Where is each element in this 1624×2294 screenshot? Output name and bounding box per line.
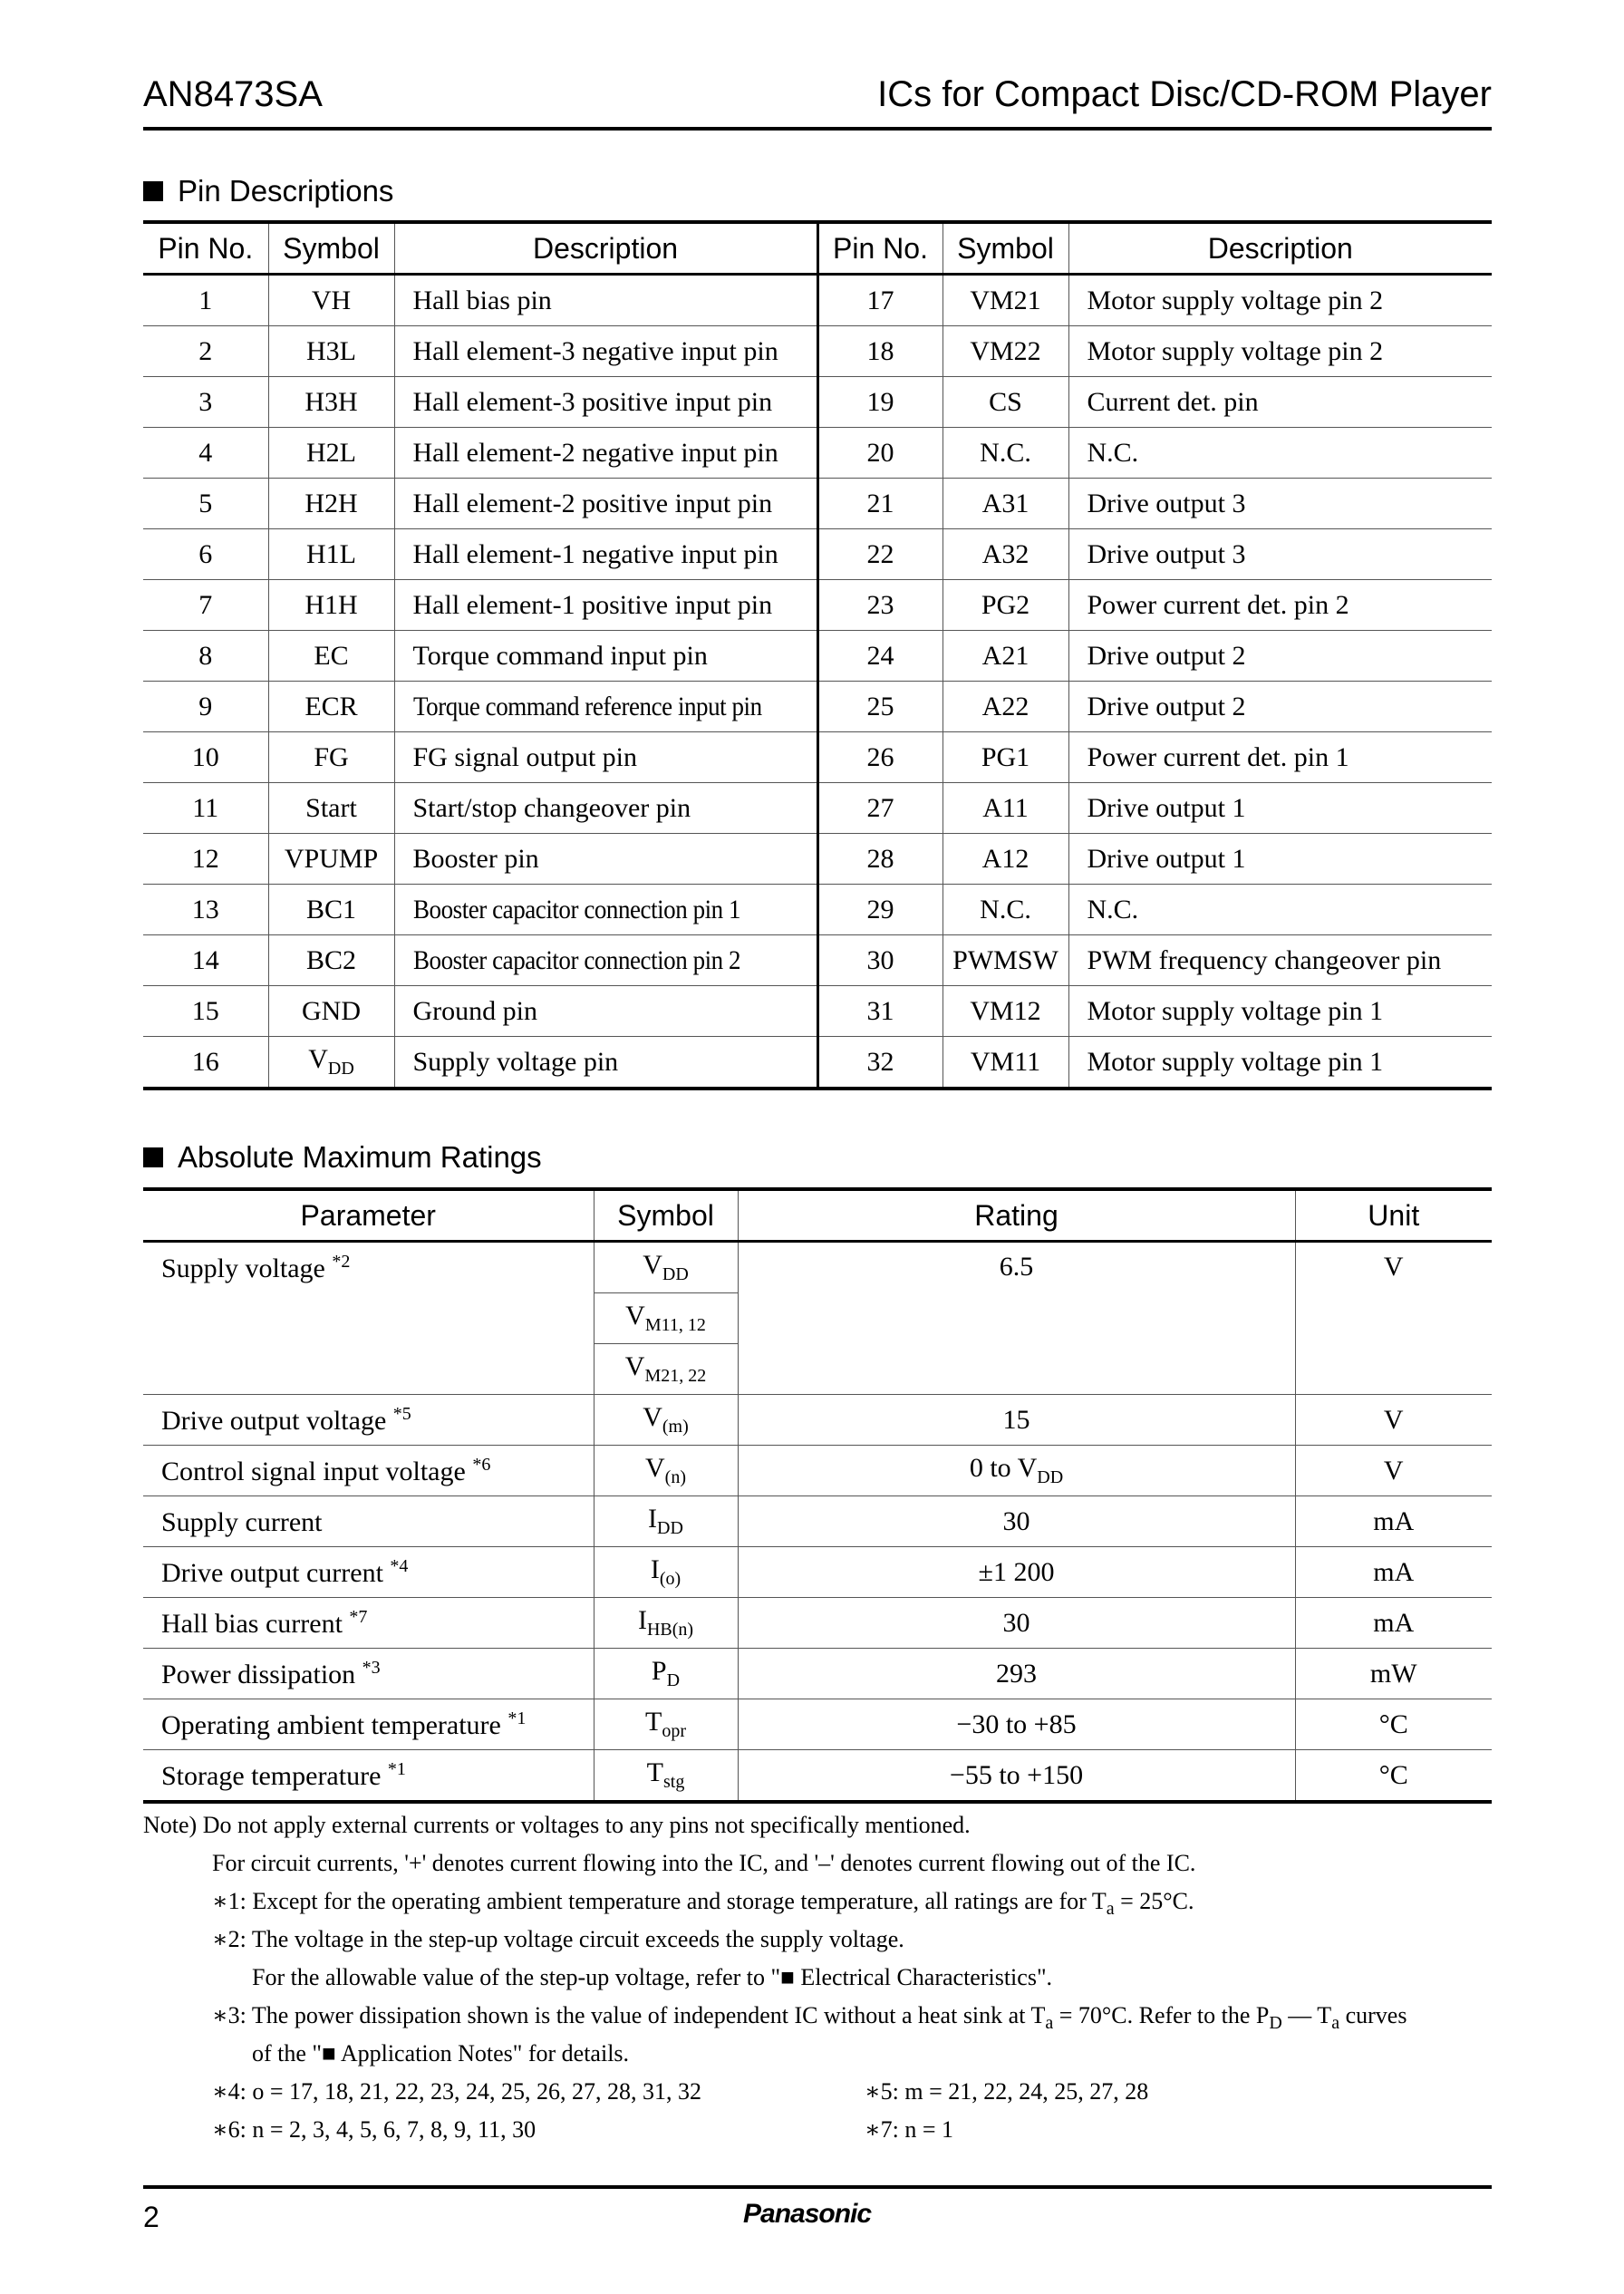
pin-symbol: PG1 — [942, 732, 1068, 783]
pin-symbol: CS — [942, 377, 1068, 428]
amr-heading — [143, 1140, 542, 1175]
pin-symbol: N.C. — [942, 428, 1068, 479]
pin-description: Start/stop changeover pin — [394, 783, 817, 834]
symbol-cell: $I_{HB(n)}$ — [594, 1598, 738, 1649]
pin-number: 7 — [143, 580, 268, 631]
table-row — [143, 580, 1492, 631]
notes-block — [143, 1806, 1503, 2149]
rating-cell: ±1 200 — [738, 1547, 1295, 1598]
pin-description: Power current det. pin 1 — [1068, 732, 1492, 783]
pin-description: Torque command reference input pin — [394, 682, 817, 732]
col-header-unit: Unit — [1295, 1189, 1492, 1242]
square-bullet-icon — [143, 181, 163, 201]
pin-number: 28 — [817, 834, 942, 885]
parameter-label: Storage temperature — [161, 1760, 382, 1791]
symbol-cell: $I_{DD}$ — [594, 1496, 738, 1547]
table-row — [143, 529, 1492, 580]
footnote-1: ∗1: Except for the operating ambient temperature and storage temperature, all ratings are for $T_a = 25^\circ C$. — [212, 1888, 1194, 1920]
pin-description: Current det. pin — [1068, 377, 1492, 428]
footer-rule — [143, 2185, 1492, 2189]
pin-description: Power current det. pin 2 — [1068, 580, 1492, 631]
pin-number: 5 — [143, 479, 268, 529]
pin-symbol: N.C. — [942, 885, 1068, 935]
pin-symbol: VPUMP — [268, 834, 394, 885]
pin-symbol: A31 — [942, 479, 1068, 529]
symbol-cell: $V_{M11, 12}$ — [594, 1293, 738, 1344]
pin-number: 23 — [817, 580, 942, 631]
pin-description: Drive output 3 — [1068, 529, 1492, 580]
pin-description: Ground pin — [394, 986, 817, 1037]
rating-cell: 30 — [738, 1496, 1295, 1547]
rating-cell: 30 — [738, 1598, 1295, 1649]
table-row — [143, 377, 1492, 428]
parameter-cell — [143, 1750, 594, 1803]
unit-cell: V — [1295, 1395, 1492, 1446]
pin-description: Hall element-3 positive input pin — [394, 377, 817, 428]
footnote-6-7 — [143, 2111, 1503, 2149]
pin-number: 21 — [817, 479, 942, 529]
square-bullet-icon: ■ — [322, 2040, 336, 2067]
pin-description: Hall bias pin — [394, 275, 817, 326]
pin-description: Drive output 1 — [1068, 783, 1492, 834]
parameter-label: Drive output current — [161, 1557, 383, 1588]
footnote-ref: *4 — [390, 1555, 409, 1576]
col-header-symbol: Symbol — [268, 222, 394, 275]
note-line: For circuit currents, '+' denotes current flowing into the IC, and '–' denotes current flowing out of the IC. — [212, 1850, 1196, 1876]
col-header-pin-no: Pin No. — [143, 222, 268, 275]
pin-number: 15 — [143, 986, 268, 1037]
pin-number: 10 — [143, 732, 268, 783]
header-rule — [143, 127, 1492, 131]
pin-number: 25 — [817, 682, 942, 732]
unit-cell: mA — [1295, 1547, 1492, 1598]
pin-description: Hall element-1 positive input pin — [394, 580, 817, 631]
table-row — [143, 935, 1492, 986]
footnote-4: ∗4: o = 17, 18, 21, 22, 23, 24, 25, 26, 27, 28, 31, 32 — [212, 2078, 702, 2105]
pin-descriptions-heading — [143, 174, 393, 208]
pin-description: N.C. — [1068, 885, 1492, 935]
note-line: Note) Do not apply external currents or voltages to any pins not specifically mentioned. — [143, 1812, 971, 1838]
pin-number: 19 — [817, 377, 942, 428]
pin-symbol: Start — [268, 783, 394, 834]
pin-symbol: H2L — [268, 428, 394, 479]
pin-description: Drive output 1 — [1068, 834, 1492, 885]
pin-description: Hall element-3 negative input pin — [394, 326, 817, 377]
table-row — [143, 885, 1492, 935]
pin-number: 6 — [143, 529, 268, 580]
table-row — [143, 479, 1492, 529]
pin-number: 14 — [143, 935, 268, 986]
symbol-cell: $T_{opr}$ — [594, 1699, 738, 1750]
table-row — [143, 1395, 1492, 1446]
table-row — [143, 986, 1492, 1037]
pin-description: Motor supply voltage pin 1 — [1068, 1037, 1492, 1089]
table-row — [143, 275, 1492, 326]
absolute-max-ratings-table — [143, 1187, 1492, 1804]
pin-description: Drive output 2 — [1068, 682, 1492, 732]
symbol-cell: $V_{M21, 22}$ — [594, 1344, 738, 1395]
rating-cell: 6.5 — [738, 1242, 1295, 1395]
symbol-cell: $P_D$ — [594, 1649, 738, 1699]
pin-description: Hall element-2 positive input pin — [394, 479, 817, 529]
footnote-ref: *6 — [472, 1454, 491, 1475]
pin-symbol: VM11 — [942, 1037, 1068, 1089]
col-header-pin-no-right: Pin No. — [817, 222, 942, 275]
table-row — [143, 1037, 1492, 1089]
pin-number: 11 — [143, 783, 268, 834]
pin-number: 13 — [143, 885, 268, 935]
parameter-label: Supply voltage — [161, 1253, 325, 1283]
pin-symbol: BC2 — [268, 935, 394, 986]
table-row — [143, 1699, 1492, 1750]
col-header-description: Description — [394, 222, 817, 275]
parameter-cell — [143, 1242, 594, 1395]
pin-descriptions-title: Pin Descriptions — [178, 174, 394, 208]
pin-number: 26 — [817, 732, 942, 783]
pin-number: 18 — [817, 326, 942, 377]
pin-symbol: FG — [268, 732, 394, 783]
pin-symbol: PG2 — [942, 580, 1068, 631]
table-row — [143, 1598, 1492, 1649]
parameter-cell — [143, 1395, 594, 1446]
unit-cell: V — [1295, 1242, 1492, 1395]
pin-description: Drive output 3 — [1068, 479, 1492, 529]
parameter-cell — [143, 1446, 594, 1496]
pin-description: Motor supply voltage pin 1 — [1068, 986, 1492, 1037]
pin-symbol: BC1 — [268, 885, 394, 935]
pin-symbol: A22 — [942, 682, 1068, 732]
table-row — [143, 1446, 1492, 1496]
rating-cell: 293 — [738, 1649, 1295, 1699]
pin-symbol: H3H — [268, 377, 394, 428]
pin-symbol: H2H — [268, 479, 394, 529]
pin-number: 27 — [817, 783, 942, 834]
table-row — [143, 1750, 1492, 1803]
amr-table-header — [143, 1189, 1492, 1242]
pin-symbol: VH — [268, 275, 394, 326]
unit-cell: °C — [1295, 1750, 1492, 1803]
pin-number: 12 — [143, 834, 268, 885]
pin-number: 3 — [143, 377, 268, 428]
pin-symbol: VM12 — [942, 986, 1068, 1037]
pin-number: 31 — [817, 986, 942, 1037]
pin-number: 17 — [817, 275, 942, 326]
table-row — [143, 1496, 1492, 1547]
square-bullet-icon — [143, 1147, 163, 1167]
symbol-cell: $T_{stg}$ — [594, 1750, 738, 1803]
rating-cell: −55 to +150 — [738, 1750, 1295, 1803]
pin-number: 24 — [817, 631, 942, 682]
table-row — [143, 1649, 1492, 1699]
pin-number: 1 — [198, 285, 213, 315]
footnote-6: ∗6: n = 2, 3, 4, 5, 6, 7, 8, 9, 11, 30 — [212, 2116, 536, 2143]
pin-number: 30 — [817, 935, 942, 986]
pin-description: N.C. — [1068, 428, 1492, 479]
rating-cell: −30 to +85 — [738, 1699, 1295, 1750]
parameter-cell — [143, 1699, 594, 1750]
unit-cell: °C — [1295, 1699, 1492, 1750]
symbol-cell: $V_{(n)}$ — [594, 1446, 738, 1496]
rating-cell: 15 — [738, 1395, 1295, 1446]
pin-number: 20 — [817, 428, 942, 479]
footnote-ref: *1 — [387, 1758, 406, 1779]
pin-symbol: A21 — [942, 631, 1068, 682]
footnote-2: ∗2: The voltage in the step-up voltage circuit exceeds the supply voltage. — [212, 1926, 904, 1952]
parameter-cell — [143, 1547, 594, 1598]
footnote-7: ∗7: n = 1 — [865, 2116, 954, 2143]
parameter-label: Control signal input voltage — [161, 1456, 466, 1486]
pin-description: Hall element-1 negative input pin — [394, 529, 817, 580]
pin-description: Drive output 2 — [1068, 631, 1492, 682]
pin-symbol: H1L — [268, 529, 394, 580]
pin-symbol: PWMSW — [942, 935, 1068, 986]
unit-cell: mW — [1295, 1649, 1492, 1699]
table-row — [143, 1242, 1492, 1293]
pin-description: PWM frequency changeover pin — [1068, 935, 1492, 986]
footnote-ref: *2 — [332, 1252, 351, 1272]
unit-cell: mA — [1295, 1598, 1492, 1649]
pin-number: 2 — [143, 326, 268, 377]
unit-cell: mA — [1295, 1496, 1492, 1547]
col-header-description-right: Description — [1068, 222, 1492, 275]
table-row — [143, 631, 1492, 682]
pin-number: 32 — [817, 1037, 942, 1089]
parameter-label: Supply current — [161, 1506, 323, 1537]
square-bullet-icon: ■ — [780, 1964, 795, 1990]
pin-description: Booster capacitor connection pin 2 — [394, 935, 817, 986]
page-number: 2 — [143, 2201, 160, 2233]
pin-number: 16 — [143, 1037, 268, 1089]
panasonic-logo: Panasonic — [743, 2199, 872, 2229]
parameter-label: Operating ambient temperature — [161, 1709, 501, 1740]
pin-number: 4 — [143, 428, 268, 479]
col-header-parameter: Parameter — [143, 1189, 594, 1242]
document-category: ICs for Compact Disc/CD-ROM Player — [877, 74, 1492, 114]
pin-number: 9 — [143, 682, 268, 732]
part-number: AN8473SA — [143, 74, 323, 114]
col-header-symbol: Symbol — [594, 1189, 738, 1242]
pin-description: Supply voltage pin — [394, 1037, 817, 1089]
pin-symbol: A12 — [942, 834, 1068, 885]
table-row — [143, 732, 1492, 783]
parameter-label: Hall bias current — [161, 1608, 343, 1639]
parameter-cell — [143, 1649, 594, 1699]
footnote-ref: *3 — [362, 1657, 381, 1678]
symbol-cell: $V_{DD}$ — [594, 1242, 738, 1293]
unit-cell: V — [1295, 1446, 1492, 1496]
table-row — [143, 682, 1492, 732]
symbol-cell: $V_{(m)}$ — [594, 1395, 738, 1446]
pin-symbol: H1H — [268, 580, 394, 631]
pin-descriptions-table — [143, 220, 1492, 1090]
pin-number: 29 — [817, 885, 942, 935]
pin-number: 22 — [817, 529, 942, 580]
footnote-ref: *7 — [349, 1606, 368, 1627]
amr-title: Absolute Maximum Ratings — [178, 1140, 542, 1174]
pin-symbol: EC — [268, 631, 394, 682]
pin-description: Motor supply voltage pin 2 — [1068, 326, 1492, 377]
footnote-4-5 — [143, 2073, 1503, 2111]
pin-symbol: A11 — [942, 783, 1068, 834]
pin-description: Torque command input pin — [394, 631, 817, 682]
pin-symbol: GND — [268, 986, 394, 1037]
parameter-cell — [143, 1496, 594, 1547]
parameter-label: Power dissipation — [161, 1659, 356, 1689]
footnote-3: ∗3: The power dissipation shown is the value of independent IC without a heat sink at $T_a = 70^\circ C$. Refer to the $P_D$ — $T_a$ curves — [212, 2002, 1407, 2034]
pin-description: Booster capacitor connection pin 1 — [394, 885, 817, 935]
pin-description: Hall element-2 negative input pin — [394, 428, 817, 479]
pin-symbol: $V_{DD}$ — [268, 1037, 394, 1089]
col-header-symbol-right: Symbol — [942, 222, 1068, 275]
footnote-2-cont: For the allowable value of the step-up voltage, refer to "■ Electrical Characteristics". — [252, 1964, 1053, 1990]
pin-symbol: ECR — [268, 682, 394, 732]
pin-number: 8 — [143, 631, 268, 682]
parameter-cell — [143, 1598, 594, 1649]
pin-description: FG signal output pin — [394, 732, 817, 783]
pin-symbol: VM22 — [942, 326, 1068, 377]
pin-description: Motor supply voltage pin 2 — [1068, 275, 1492, 326]
table-row — [143, 834, 1492, 885]
col-header-rating: Rating — [738, 1189, 1295, 1242]
table-row — [143, 1547, 1492, 1598]
table-row — [143, 326, 1492, 377]
footnote-5: ∗5: m = 21, 22, 24, 25, 27, 28 — [865, 2078, 1149, 2105]
table-row — [143, 428, 1492, 479]
pin-symbol: VM21 — [942, 275, 1068, 326]
pin-description: Booster pin — [394, 834, 817, 885]
pin-symbol: A32 — [942, 529, 1068, 580]
rating-cell: 0 to $V_{DD}$ — [738, 1446, 1295, 1496]
footnote-ref: *1 — [508, 1708, 527, 1728]
pin-table-header — [143, 222, 1492, 275]
symbol-cell: $I_{(o)}$ — [594, 1547, 738, 1598]
pin-symbol: H3L — [268, 326, 394, 377]
parameter-label: Drive output voltage — [161, 1405, 387, 1436]
footnote-ref: *5 — [392, 1403, 411, 1424]
table-row — [143, 783, 1492, 834]
footnote-3-cont: of the "■ Application Notes" for details. — [252, 2040, 630, 2067]
